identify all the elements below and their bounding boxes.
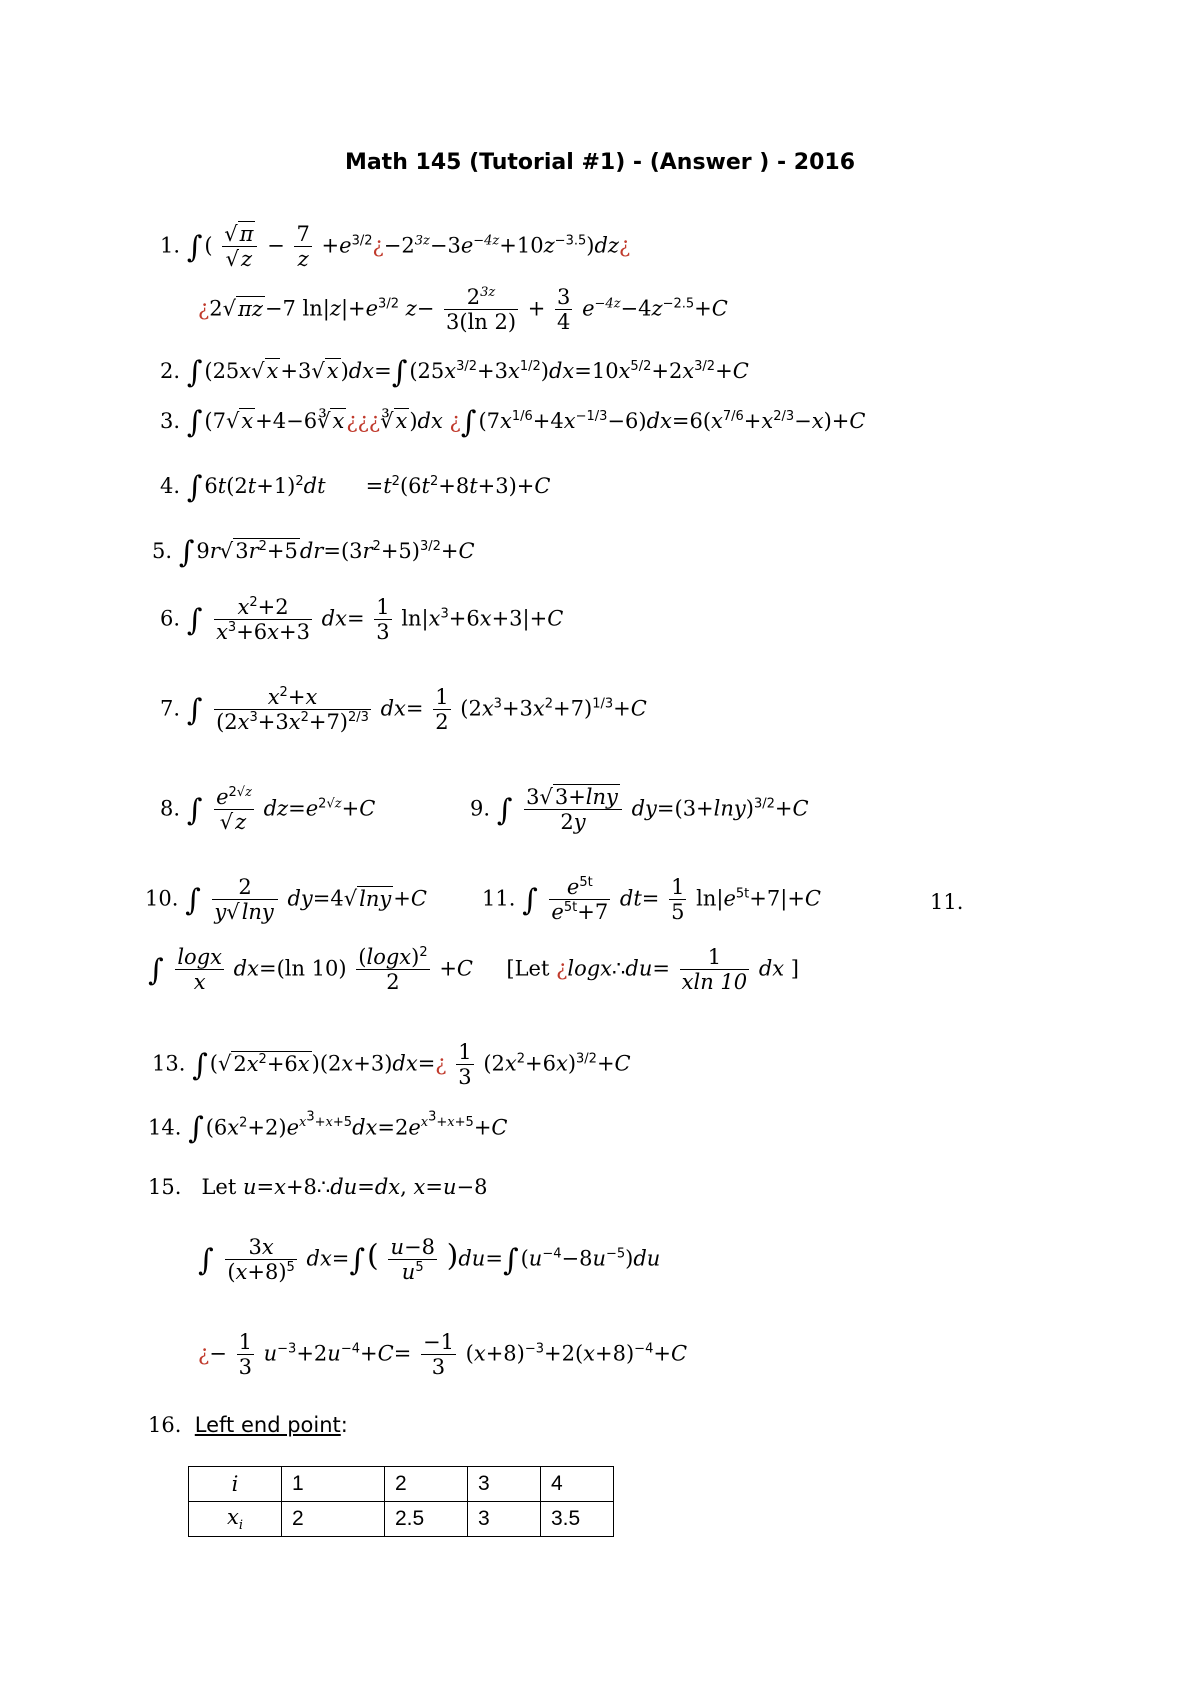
- problem-number: 15.: [148, 1175, 182, 1199]
- problem-15-integral: ∫ $\frac{3x}{(x+8)^5}$ dx=∫( $\frac{u-8}{u^5}$ )$du=\int(u^{-4}-8u^{-5})du$: [198, 1235, 661, 1285]
- problem-number: 8.: [160, 796, 181, 821]
- table-row: [189, 1502, 614, 1537]
- problem-11: 11. ∫ $\frac{e^{5t}}{e^{5t}+7}$ dt= $\frac{1}{5}$ $\ln|e^{5t}+7|+C$: [482, 875, 821, 925]
- problem-number: 1.: [160, 233, 181, 258]
- problem-number: 9.: [470, 796, 491, 821]
- problem-number: 16.: [148, 1413, 182, 1437]
- problem-12: ∫ $\frac{\log x}{x}$ dx=(ln 10) $\frac{(\log x)^2}{2}$ +C [Let ¿logx∴du= $\frac{1}{xln 10}$ dx ]: [148, 945, 799, 995]
- problem-15-answer: ¿− $\frac{1}{3}$ $u^{-3}+2u^{-4}+C=$ $\frac{-1}{3}$ $(x+8)^{-3}+2(x+8)^{-4}+C$: [198, 1330, 688, 1380]
- problem-number: 13.: [152, 1051, 186, 1076]
- problem-13: 13. $\int(√2x^2+6x)(2x+3)dx=¿$ $\frac{1}{3}$ $(2x^2+6x)^{3/2}+C$: [152, 1040, 631, 1090]
- problem-number: 4.: [160, 474, 181, 498]
- problem-number: 2.: [160, 359, 181, 383]
- problem-2: 2. $\int(25x√x+3√x)dx=\int(25x^{3/2}+3x^{1/2})dx=10x^{5/2}+2x^{3/2}+C$: [160, 355, 749, 390]
- table-row: [189, 1467, 614, 1502]
- table-cell: 3.5: [541, 1502, 614, 1537]
- red-mark: ¿: [198, 296, 210, 321]
- problem-number: 5.: [152, 539, 173, 563]
- problem-number: 11.: [930, 890, 964, 914]
- problem-number: 3.: [160, 409, 181, 433]
- problem-1-answer: ¿2√πz−7 $\ln|z|+e^{3/2}$ z− $\frac{2^{3z}}{3(\ln 2)}$ + $\frac{3}{4}$ $e^{-4z}-4z^{-2.5}+C$: [198, 285, 728, 335]
- problem-14: 14. $\int(6x^2+2)e^{x^3+x+5}dx=2e^{x^3+x+5}+C$: [148, 1110, 508, 1147]
- red-mark: ¿: [449, 409, 461, 433]
- red-mark: ¿: [618, 233, 631, 258]
- page-title: Math 145 (Tutorial #1) - (Answer ) - 2016: [344, 150, 856, 175]
- table-cell: 1: [282, 1467, 385, 1502]
- red-mark: ¿: [435, 1051, 447, 1076]
- problem-number: 6.: [160, 606, 181, 631]
- table-cell: 3: [468, 1502, 541, 1537]
- problem-number: 11.: [482, 886, 516, 911]
- table-cell: 3: [468, 1467, 541, 1502]
- problem-15: 15. Let u=x+8∴du=dx, x=u−8: [148, 1175, 488, 1199]
- red-mark: ¿: [198, 1341, 210, 1366]
- problem-10: 10. ∫ $\frac{2}{y√\ln y}$ dy=4√lny+C: [145, 875, 427, 925]
- let-bracket: [Let: [506, 956, 550, 981]
- problem-4: 4. $\int 6t(2t+1)^2dt$ $=t^2(6t^2+8t+3)+C$: [160, 470, 551, 505]
- problem-number: 14.: [148, 1115, 182, 1140]
- problem-7: 7. ∫ $\frac{x^2+x}{(2x^3+3x^2+7)^{2/3}}$ dx= $\frac{1}{2}$ $(2x^3+3x^2+7)^{1/3}+C$: [160, 685, 647, 735]
- red-mark: ¿: [556, 956, 568, 981]
- problem-6: 6. ∫ $\frac{x^2+2}{x^3+6x+3}$ dx= $\frac{1}{3}$ $\ln|x^3+6x+3|+C$: [160, 595, 564, 645]
- table-cell: 2: [385, 1467, 468, 1502]
- colon: :: [340, 1413, 348, 1437]
- problem-3: 3. ∫(7√x+4−6∛x¿¿¿∛x)dx ¿$\int(7x^{1/6}+4x^{-1/3}-6)dx=6(x^{7/6}+x^{2/3}-x)+C$: [160, 405, 866, 440]
- red-mark: ¿: [372, 233, 384, 258]
- table-header-x: $x_i$: [189, 1502, 282, 1537]
- problem-number: 7.: [160, 696, 181, 721]
- left-end-point-heading: Left end point: [194, 1413, 341, 1437]
- problem-11-label: [930, 890, 963, 914]
- red-marks: ¿¿¿: [346, 409, 381, 433]
- table-cell: 2.5: [385, 1502, 468, 1537]
- problem-5: 5. $\int 9r√3r^2+5dr=(3r^2+5)^{3/2}+C$: [152, 535, 475, 570]
- problem-number: 10.: [145, 886, 179, 911]
- problem-1: 1. ∫( $\frac{√\pi}{√z}$ − $\frac{7}{z}$ $+e^{3/2}¿-2^{3z}-3e^{-4z}+10z^{-3.5})dz¿$: [160, 222, 631, 272]
- table-cell: 4: [541, 1467, 614, 1502]
- table-header-i: i: [189, 1467, 282, 1502]
- problem-9: 9. ∫ $\frac{3√3+\ln y}{2y}$ $dy=(3+\ln y)^{3/2}+C$: [470, 785, 809, 835]
- problem-16: [148, 1413, 348, 1437]
- table-cell: 2: [282, 1502, 385, 1537]
- left-end-point-table: [188, 1466, 614, 1537]
- problem-8: 8. ∫ $\frac{e^{2√z}}{√z}$ $dz=e^{2√z}+C$: [160, 785, 376, 835]
- let-text: Let: [201, 1175, 237, 1199]
